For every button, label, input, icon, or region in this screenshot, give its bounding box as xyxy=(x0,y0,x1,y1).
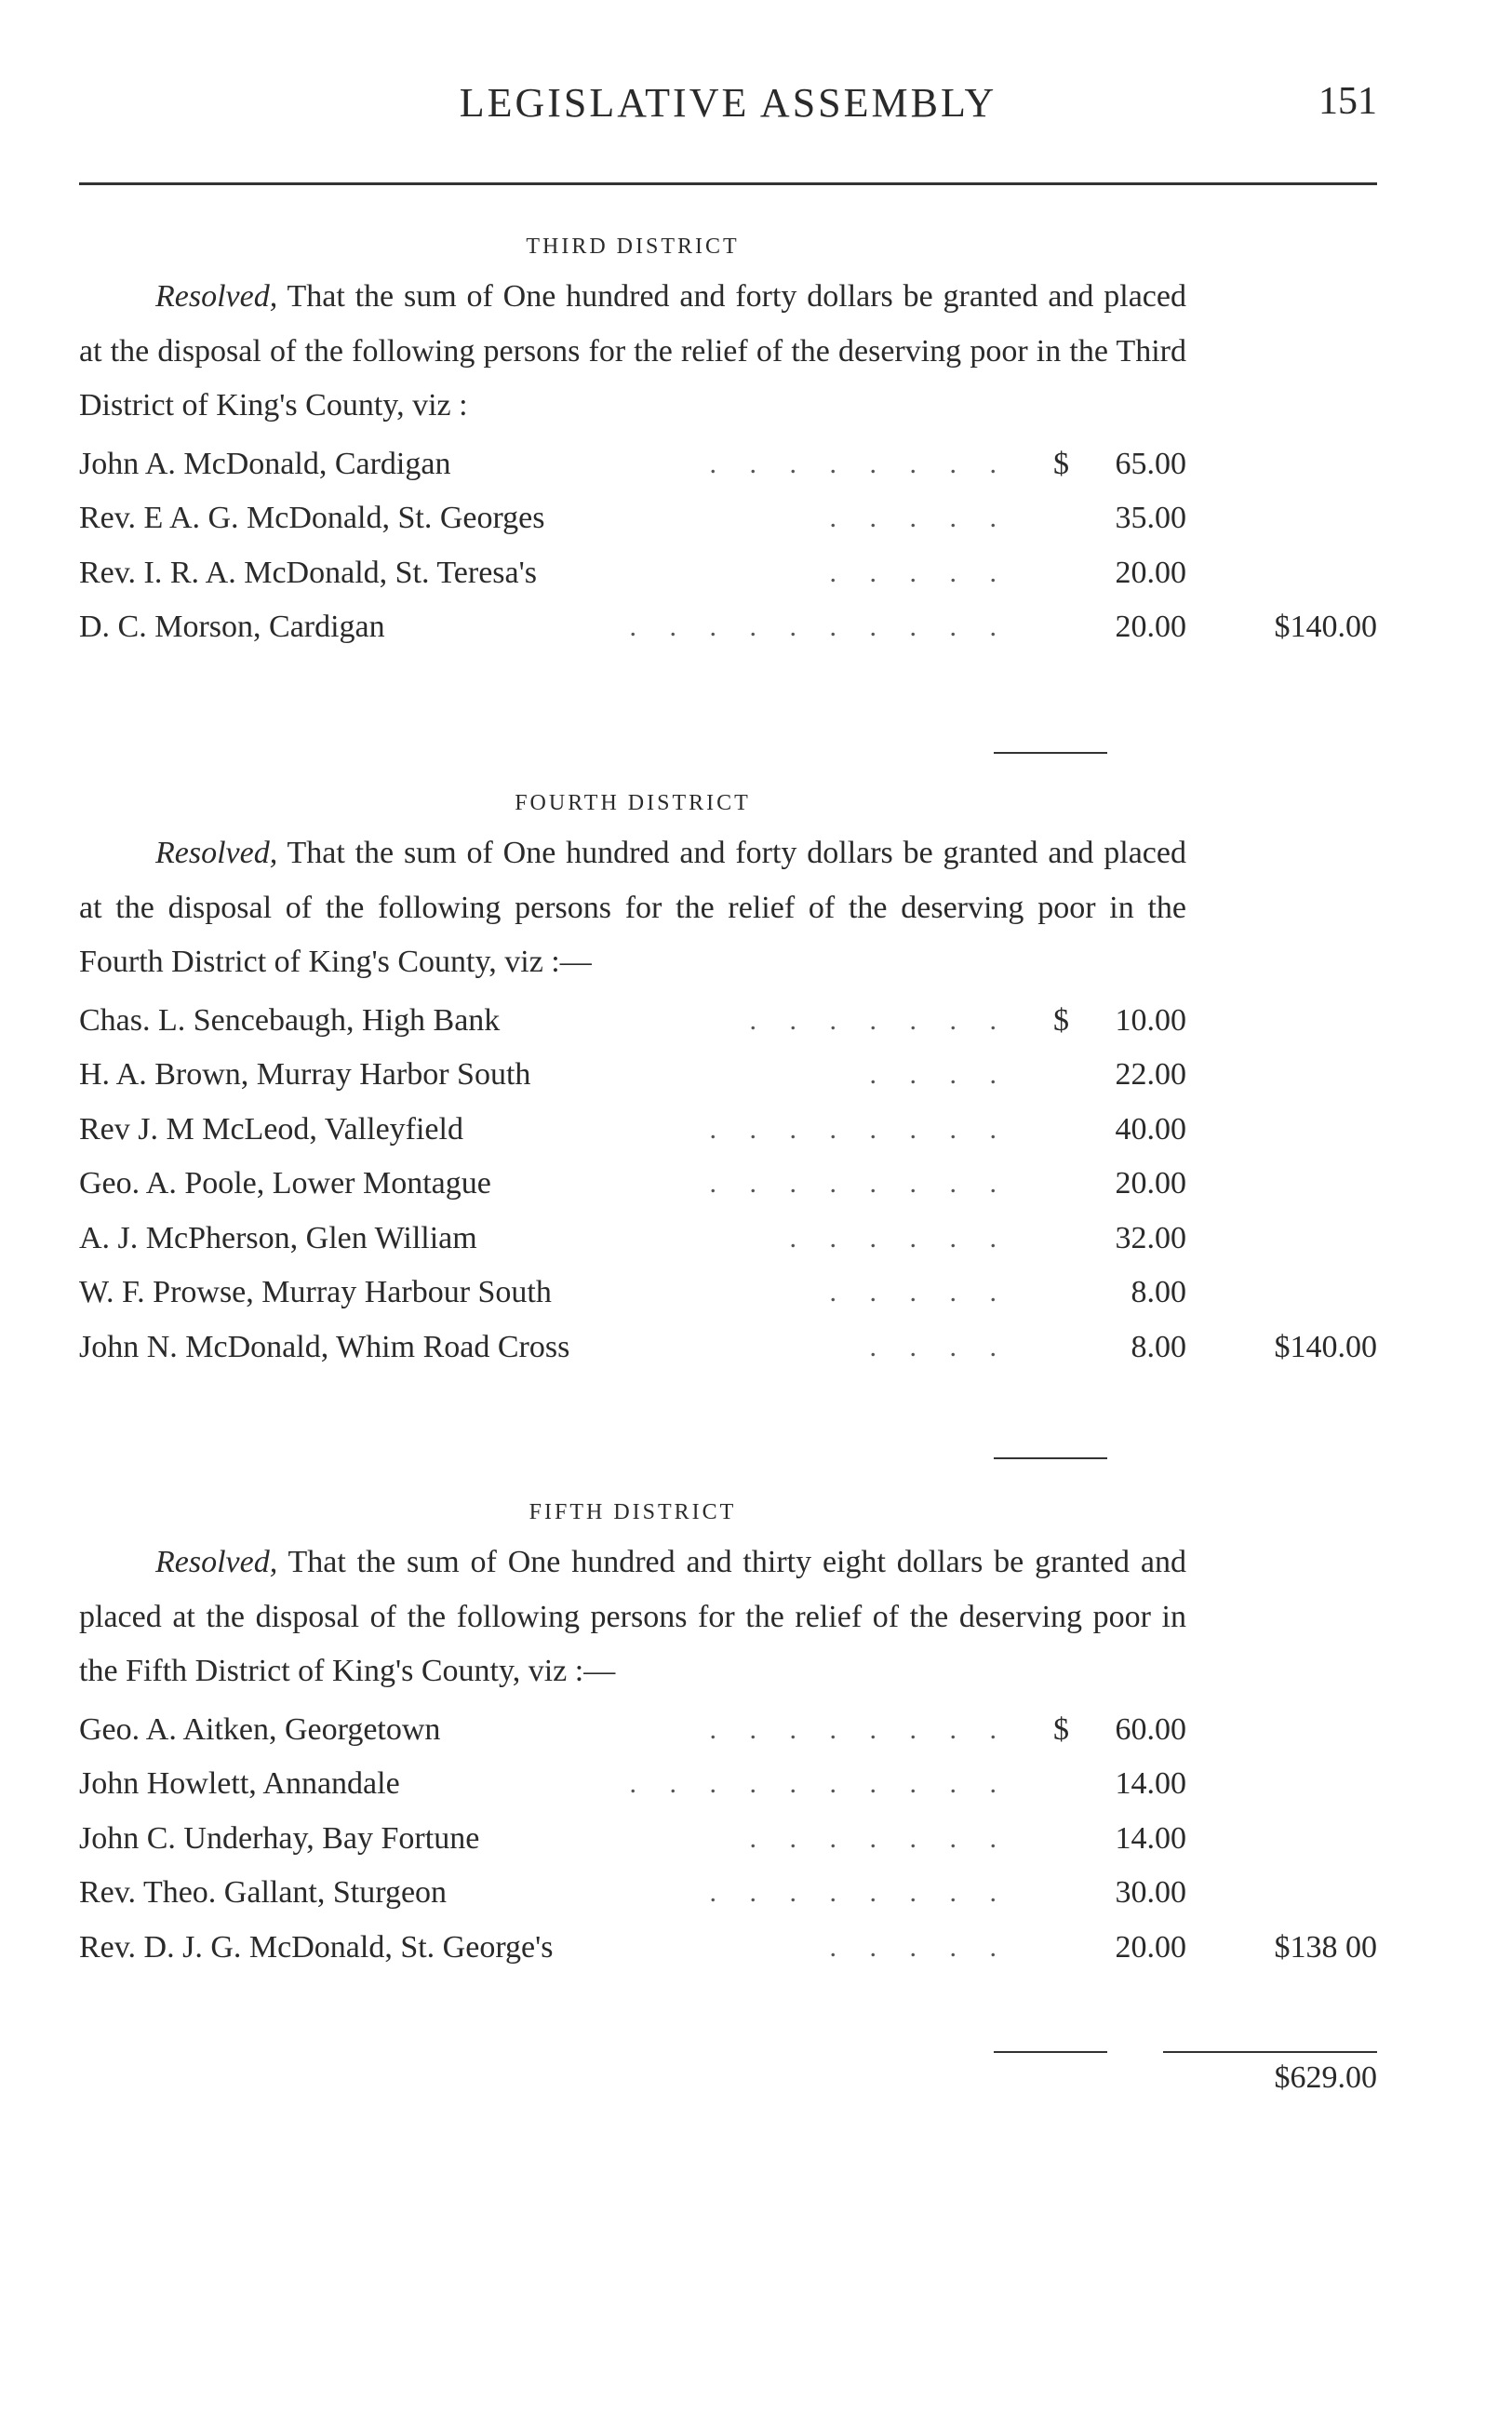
entry-list xyxy=(79,437,1377,655)
resolution-text: That the sum of One hundred and forty dollars be granted and placed at the disposal of the following persons for the relief of the deserving poor in the Fourth District of King's County, viz :— xyxy=(79,836,1186,979)
resolution-text: That the sum of One hundred and thirty eight dollars be granted and placed at the disposal of the following persons for the relief of the deserving poor in the Fifth District of King's County, viz :— xyxy=(79,1545,1186,1688)
list-item xyxy=(79,437,1377,492)
recipient-name: John Howlett, Annandale xyxy=(79,1766,400,1801)
list-item xyxy=(79,1703,1377,1758)
list-item xyxy=(79,546,1377,601)
dot-leader: . . . . . . . . xyxy=(709,1713,1010,1745)
dot-leader: . . . . xyxy=(869,1059,1010,1090)
dot-leader: . . . . . . . . xyxy=(709,1877,1010,1908)
resolution-text: That the sum of One hundred and forty dollars be granted and placed at the disposal of the following persons for the relief of the deserving poor in the Third District of King's County, viz : xyxy=(79,279,1186,423)
resolution-lead: Resolved, xyxy=(155,836,278,870)
resolution-paragraph xyxy=(79,826,1186,990)
header-rule xyxy=(79,182,1377,185)
subtotal-rule xyxy=(994,2051,1107,2053)
resolution-paragraph xyxy=(79,270,1186,434)
subtotal-rule xyxy=(994,1457,1107,1459)
recipient-name: John N. McDonald, Whim Road Cross xyxy=(79,1329,570,1364)
amount: 35.00 xyxy=(1115,501,1186,535)
recipient-name: Chas. L. Sencebaugh, High Bank xyxy=(79,1002,501,1038)
amount: 22.00 xyxy=(1115,1057,1186,1092)
dot-leader: . . . . . xyxy=(829,1931,1010,1963)
recipient-name: Rev. E A. G. McDonald, St. Georges xyxy=(79,501,545,535)
list-item xyxy=(79,1866,1377,1921)
dot-leader: . . . . . xyxy=(829,557,1010,588)
recipient-name: Rev. Theo. Gallant, Sturgeon xyxy=(79,1875,448,1910)
district-section-fifth xyxy=(79,1489,1377,1975)
recipient-name: Geo. A. Aitken, Georgetown xyxy=(79,1711,441,1747)
dot-leader: . . . . . . xyxy=(789,1222,1010,1254)
district-total: $140.00 xyxy=(1274,1329,1377,1364)
recipient-name: John A. McDonald, Cardigan xyxy=(79,446,451,481)
entry-list xyxy=(79,994,1377,1375)
recipient-name: Geo. A. Poole, Lower Montague xyxy=(79,1166,491,1201)
grand-total: $629.00 xyxy=(1274,2060,1377,2095)
amount: 60.00 xyxy=(1115,1711,1186,1747)
amount: 10.00 xyxy=(1115,1002,1186,1038)
list-item xyxy=(79,491,1377,546)
list-item xyxy=(79,1921,1377,1976)
amount: 20.00 xyxy=(1115,555,1186,590)
list-item xyxy=(79,1157,1377,1212)
amount: 8.00 xyxy=(1131,1275,1186,1309)
district-heading: FIFTH DISTRICT xyxy=(529,1500,737,1524)
list-item xyxy=(79,1321,1377,1375)
amount: 14.00 xyxy=(1115,1820,1186,1856)
recipient-name: A. J. McPherson, Glen William xyxy=(79,1220,477,1255)
amount: 8.00 xyxy=(1131,1329,1186,1364)
entry-list xyxy=(79,1703,1377,1976)
page-number: 151 xyxy=(1318,80,1377,123)
dot-leader: . . . . . . . . . . xyxy=(629,611,1010,642)
district-total: $140.00 xyxy=(1274,610,1377,644)
amount: 40.00 xyxy=(1115,1111,1186,1147)
recipient-name: D. C. Morson, Cardigan xyxy=(79,610,385,644)
grand-total-rule xyxy=(1163,2051,1377,2053)
dot-leader: . . . . . . . . xyxy=(709,1113,1010,1145)
amount: 30.00 xyxy=(1115,1875,1186,1910)
district-total: $138 00 xyxy=(1274,1929,1377,1965)
amount: 14.00 xyxy=(1115,1766,1186,1801)
recipient-name: Rev. I. R. A. McDonald, St. Teresa's xyxy=(79,555,537,590)
dot-leader: . . . . . . . xyxy=(749,1004,1010,1036)
amount: 20.00 xyxy=(1115,1929,1186,1965)
recipient-name: W. F. Prowse, Murray Harbour South xyxy=(79,1275,552,1309)
list-item xyxy=(79,1212,1377,1267)
resolution-paragraph xyxy=(79,1536,1186,1699)
list-item xyxy=(79,1812,1377,1867)
district-heading: THIRD DISTRICT xyxy=(526,235,740,259)
list-item xyxy=(79,600,1377,655)
dollar-sign: $ xyxy=(1053,1002,1069,1038)
recipient-name: H. A. Brown, Murray Harbor South xyxy=(79,1057,531,1092)
recipient-name: Rev J. M McLeod, Valleyfield xyxy=(79,1111,463,1147)
recipient-name: John C. Underhay, Bay Fortune xyxy=(79,1820,480,1856)
district-heading: FOURTH DISTRICT xyxy=(515,791,751,815)
list-item xyxy=(79,1103,1377,1158)
dollar-sign: $ xyxy=(1053,446,1069,481)
list-item xyxy=(79,994,1377,1049)
dot-leader: . . . . . . . . xyxy=(709,1168,1010,1199)
amount: 32.00 xyxy=(1115,1220,1186,1255)
subtotal-rule xyxy=(994,752,1107,754)
dot-leader: . . . . . . . . xyxy=(709,448,1010,479)
dot-leader: . . . . xyxy=(869,1331,1010,1362)
district-section-third xyxy=(79,223,1377,655)
amount: 65.00 xyxy=(1115,446,1186,481)
district-section-fourth xyxy=(79,780,1377,1375)
dot-leader: . . . . . . . xyxy=(749,1822,1010,1854)
dollar-sign: $ xyxy=(1053,1711,1069,1747)
amount: 20.00 xyxy=(1115,610,1186,644)
list-item xyxy=(79,1048,1377,1103)
resolution-lead: Resolved, xyxy=(155,1545,278,1579)
dot-leader: . . . . . xyxy=(829,1277,1010,1308)
list-item xyxy=(79,1757,1377,1812)
dot-leader: . . . . . xyxy=(829,503,1010,533)
dot-leader: . . . . . . . . . . xyxy=(629,1768,1010,1799)
list-item xyxy=(79,1266,1377,1321)
page-header xyxy=(79,79,1377,135)
amount: 20.00 xyxy=(1115,1166,1186,1201)
resolution-lead: Resolved, xyxy=(155,279,278,314)
running-title: LEGISLATIVE ASSEMBLY xyxy=(459,80,997,126)
recipient-name: Rev. D. J. G. McDonald, St. George's xyxy=(79,1929,554,1965)
